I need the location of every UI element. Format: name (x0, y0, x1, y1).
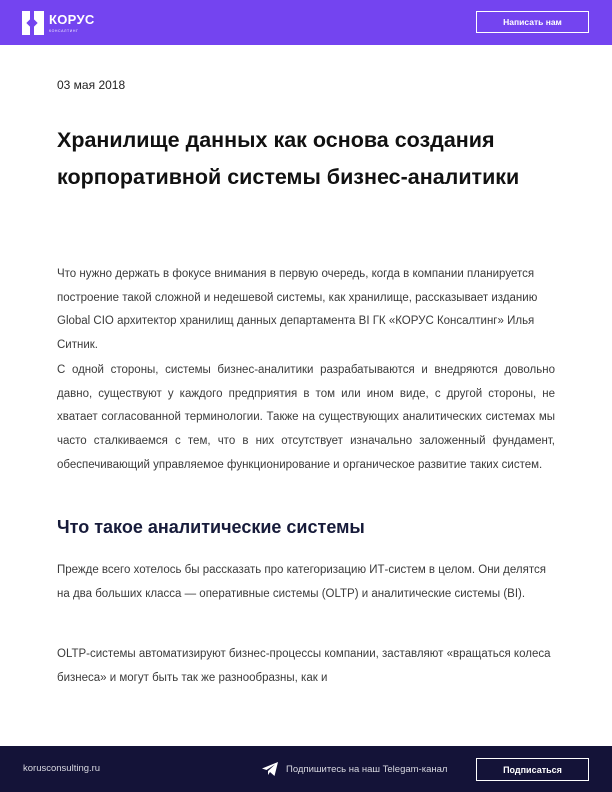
site-link[interactable]: korusconsulting.ru (23, 763, 101, 774)
telegram-paper-plane-icon (262, 762, 278, 776)
body-paragraph: OLTP-системы автоматизируют бизнес-процессы компании, заставляют «вращаться колеса бизнеса» и могут быть так же разнообразны, как и (57, 648, 551, 684)
logo-name: КОРУС (49, 12, 95, 27)
publish-date: 03 мая 2018 (57, 78, 126, 92)
telegram-promo[interactable] (262, 762, 447, 776)
korus-logo[interactable] (22, 11, 95, 35)
telegram-text: Подпишитесь на наш Telegam-канал (286, 763, 448, 775)
subscribe-button[interactable]: Подписаться (476, 758, 589, 781)
contact-us-button[interactable]: Написать нам (476, 11, 589, 33)
body-paragraph: С одной стороны, системы бизнес-аналитики разрабатываются и внедряются довольно давно, существуют у каждого предприятия в том или ином виде, с другой стороны, не хватает согласованной терминологии. Также на существующих аналитических системах мы часто сталкиваемся с тем, что в них отсутствует изначально заложенный фундамент, обеспечивающий управляемое функционирование и органическое развитие таких систем. (57, 364, 555, 471)
section-heading: Что такое аналитические системы (57, 517, 365, 537)
top-bar (0, 0, 612, 45)
lead-paragraph: Что нужно держать в фокусе внимания в первую очередь, когда в компании планируется построение такой сложной и недешевой системы, как хранилище, рассказывает изданию Global CIO архитектор хранилищ данных департамента BI ГК «КОРУС Консалтинг» Илья Ситник. (57, 268, 538, 352)
body-paragraph: Прежде всего хотелось бы рассказать про категоризацию ИТ-систем в целом. Они делятся на два больших класса — оперативные системы (OLTP) и аналитические системы (BI). (57, 564, 546, 600)
korus-logo-icon (22, 11, 44, 35)
footer-bar (0, 746, 612, 792)
logo-subtitle: КОНСАЛТИНГ (49, 29, 79, 33)
article-title: Хранилище данных как основа создания корпоративной системы бизнес-аналитики (57, 128, 520, 189)
